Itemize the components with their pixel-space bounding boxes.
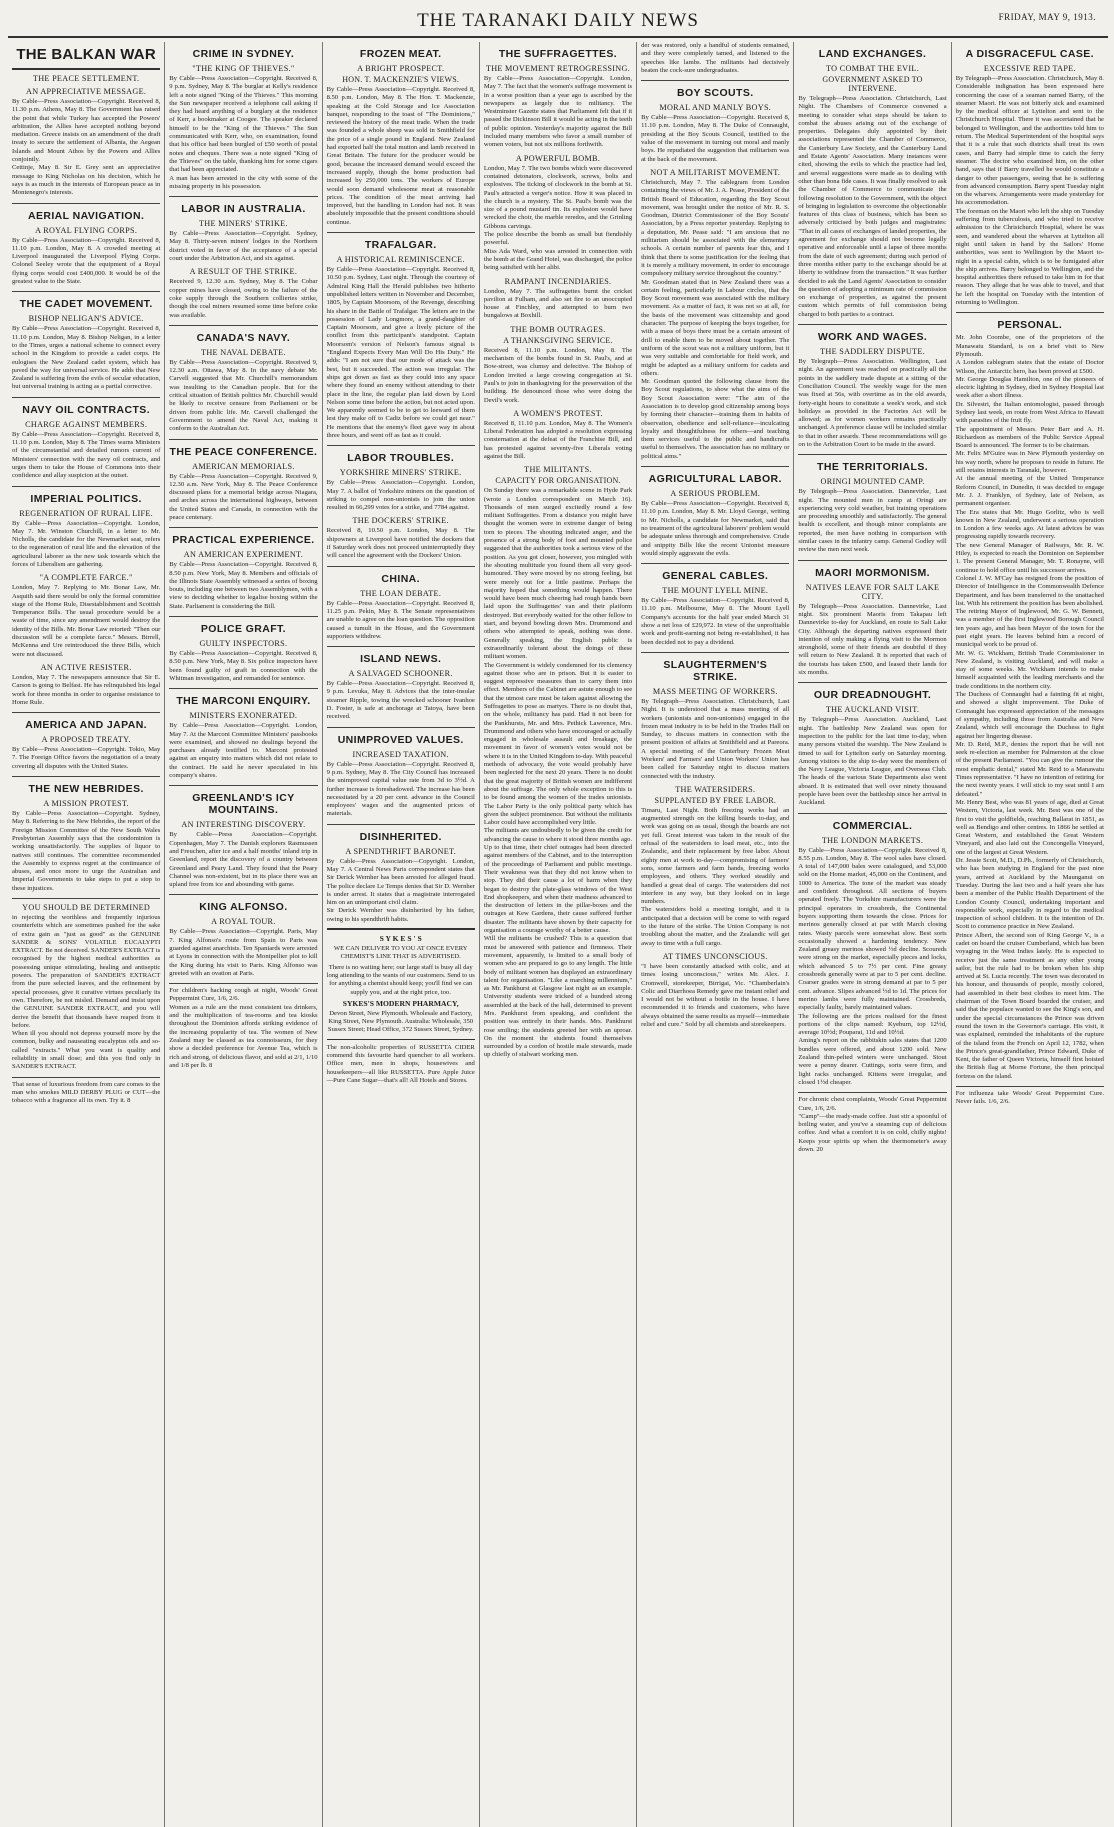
article-paragraph: Dr. Silvestri, the Italian entomologist, passed through Sydney last week, en route from West Africa to Hawaii with parasites of the fruit fly. xyxy=(955,400,1104,425)
section-headline: AERIAL NAVIGATION. xyxy=(27,209,145,222)
article-paragraph: Timaru, Last Night. Both freezing works had an augmented strength on the killing boards to-day, and work was going on as usual, though the boards are not yet full. Great interest was taken in the result of the refusal of the watersiders to load meat, etc., into the Zealandic, and their replacement by free labor. About eighty men at work to-day—compromising of farmers' sons, some farmers and farm hands, freezing works employees, and others. They worked steadily and handled a great deal of cargo. The watersiders did not interfere in any way, but they looked on in large numbers. xyxy=(641,806,790,906)
section-headline: NAVY OIL CONTRACTS. xyxy=(22,403,151,416)
article-paragraph: Mr. George Douglas Hamilton, one of the pioneers of electric lighting in Sydney, died in Sydney Hospital last week after a short illness. xyxy=(955,375,1104,400)
subheading: A BRIGHT PROSPECT. xyxy=(357,64,445,73)
subheading: THE BOMB OUTRAGES. xyxy=(510,324,606,334)
article-paragraph: By Cable—Press Association—Copyright. Received 8, 9 p.m. Levuka, May 8. Advices that the inter-insular steamer Ripple, towing the wrecked schooner Ivanhoe D. Foster, is safe at anchorage at Tatoya, have been received. xyxy=(326,680,475,721)
article-paragraph: By Telegraph—Press Association. Wellington, Last night. An agreement was reached on practically all the points in the saddlery trade dispute at a sitting of the Conciliation Council. The weekly wage for the men was fixed at 56s, with overtime as in the old awards, forty-eight hours to constitute a week's work, and sick holidays as provided in the Factories Act will be allowed; as for women workers remains practically unchanged. A preference clause will be included similar to that in other awards. These recommendations will go on to the Arbitration Court to be made in the award. xyxy=(798,358,947,448)
subheading: THE MILITANTS. xyxy=(524,465,592,475)
column-rule xyxy=(798,682,946,683)
subheading: A SERIOUS PROBLEM. xyxy=(670,489,761,499)
article-paragraph: On Sunday there was a remarkable scene in Hyde Park (wrote a London correspondent on March 16). Thousands of men surged excitedly round a few militant Suffragettes. From a distance you might have thought the women were in extreme danger of being torn to pieces. The shouting indicated anger, and the presence of a strong body of foot and mounted police suggested that the authorities took a serious view of the position. As you got closer, however, you mingled with the shouting multitude you found them all very good-humoured. They were moved by no strong feeling, but were merely out for a little pastime. Perhaps the majority hoped that something would happen. There would have been much cheering had rough hands been laid upon the Suffragettes' van and their platform destroyed. But everybody waited for the other fellow to start, and beyond bowling down Mrs. Drummond and others who attempted to speak, nothing was done. Generally speaking, the English public is extraordinarily tolerant about the doings of these militant women. xyxy=(483,487,633,661)
article-paragraph: The non-alcoholic properties of RUSSETTA CIDER commend this favourite hard quencher to all workers. Office men, men in shops, housewives and housekeepers—all like RUSSETTA. Pure Apple Juice—Pure Cane Sugar—that's all! All Hotels and Stores. xyxy=(326,1043,475,1084)
column-3 xyxy=(323,42,480,1827)
article-paragraph: Mr. John Coombe, one of the proprietors of the Manawatu Standard, is on a brief visit to New Plymouth. xyxy=(955,334,1104,358)
masthead xyxy=(8,0,1108,38)
subheading: A THANKSGIVING SERVICE. xyxy=(503,335,613,345)
article-paragraph: By Cable—Press Association—Copyright. Received 8, 11.10 p.m. London, May 8. A crowded meeting at Liverpool inaugurated the Liverpool Flying Corps. Colonel Seeley wrote that the equipment of a Royal flying corps would cost £400,000. It would be of the greatest value to the State. xyxy=(12,236,161,286)
subheading: HON. T. MACKENZIE'S VIEWS. xyxy=(342,75,460,84)
section-headline: CANADA'S NAVY. xyxy=(196,331,291,344)
subheading: NATIVES LEAVE FOR SALT LAKE CITY. xyxy=(805,582,940,601)
subheading: A PROPOSED TREATY. xyxy=(41,735,131,745)
column-rule xyxy=(798,560,946,561)
article-paragraph: By Cable—Press Association—Copyright. Received 9, 12.30 a.m. Ottawa, May 8. In the navy debate Mr. Carvell suggested that Mr. Churchill's memorandum was insulting to the Canadian people. But for the critical situation of British politics Mr. Churchill would be likely to receive censure from Parliament or be driven from public life. Mr. Carvell challenged the Government to amend the Naval Act, making it conform to the Australian Act. xyxy=(169,358,318,433)
subheading: AN INTERESTING DISCOVERY. xyxy=(181,820,306,830)
subheading: TO COMBAT THE EVIL. xyxy=(826,64,920,73)
article-paragraph: By Cable—Press Association—Copyright. Received 8, 8.50 p.m. London, May 8. The Hon. T. Mackenzie, speaking at the Cold Storage and Ice Association banquet, responding to the toast of "The Dominions," reviewed the history of the meat trade. When the trade was founded a whole sheep was sold in Smithfield for the price of a single pound in England. New Zealand had exported half the total mutton and lamb received in Great Britain. The future for the producer would be good, because the increased demand would exceed the increased supply, though the home production had increased by 250,000 tons. The workers of Europe would soon demand wholesome meat at reasonable prices. The condition of the meat arriving had improved, but the handling in London had not. It was absolutely impossible that the present conditions should continue. xyxy=(326,86,475,226)
newspaper-title: THE TARANAKI DAILY NEWS xyxy=(417,10,699,31)
column-4 xyxy=(480,42,637,1827)
subheading: A SALVAGED SCHOONER. xyxy=(348,669,453,679)
article-paragraph: London, May 7. The two bombs which were discovered contained detonators, clockwork, screws, bolts and explosives. The ticking of clockwork in the bomb at St. Paul's attracted a verger's notice. How it was placed in the church is a mystery. The St. Paul's bomb was the size of a pound mustard tin. Its explosion would have wrecked the choir, the marble reredos, and the Grinling Gibbons carvings. xyxy=(483,164,633,230)
section-headline: AGRICULTURAL LABOR. xyxy=(648,473,782,486)
section-headline: ISLAND NEWS. xyxy=(360,653,442,666)
subheading: AN APPRECIATIVE MESSAGE. xyxy=(26,87,147,96)
section-headline: THE PEACE CONFERENCE. xyxy=(169,445,318,458)
subheading: ORINGI MOUNTED CAMP. xyxy=(820,477,925,487)
article-paragraph: Women as a rule are the most consistent tea drinkers, and the multiplication of tea-rooms and tea kiosks throughout the Dominion affords striking evidence of the increasing popularity of tea. The women of New Zealand may be classed as tea connoisseurs, for they show a decided preference for Avenue Tea, which is rich and strong, of delicious flavor, and sold at 2/1, 1/10 and 1/8 per lb. 8 xyxy=(169,1003,318,1069)
subheading: THE PEACE SETTLEMENT. xyxy=(32,74,140,83)
article-paragraph: The retiring Mayor of Inglewood, Mr. G. W. Bennett, was a member of the first Inglewood Borough Council ten years ago, and has been Mayor of the town for the past eight years. He leaves behind him a record of municipal work to be proud of. xyxy=(955,608,1104,649)
article-paragraph: The Duchess of Connaught had a fainting fit at night, and showed a slight improvement. The Duke of Connaught has expressed appreciation of the messages of sympathy, including those from Australia and New Zealand, which will encourage the Duchess to fight against her lingering disease. xyxy=(955,691,1104,740)
subheading: YORKSHIRE MINERS' STRIKE. xyxy=(339,468,462,478)
subheading: SUPPLANTED BY FREE LABOR. xyxy=(654,795,777,805)
section-headline: UNIMPROVED VALUES. xyxy=(337,733,464,746)
column-rule xyxy=(169,196,317,197)
column-rule xyxy=(798,324,946,325)
article-paragraph: By Cable—Press Association—Copyright. Tokio, May 7. The Foreign Office favors the negotiation of a treaty covering all disputes with the United States. xyxy=(12,746,161,770)
article-paragraph: By Cable—Press Association—Copyright. Received 8, 11.10 p.m. London, May 8. Mr. Lloyd George, writing to Mr. Nicholls, a candidate for Newmarket, said that no treatment of the agricultural laborers' problem would be adequate unless thorough and comprehensive. Crude and snippity Bills like the recent Unionist measure would simply aggravate the evils. xyxy=(641,500,790,557)
article-paragraph: Sir Derick Wernher was disinherited by his father, owing to his spendthrift habits. xyxy=(326,907,475,923)
article-paragraph: By Telegraph—Press Association. Auckland, Last night. The battleship New Zealand was open for inspection to the public for the last time to-day, when many persons visited the warship. The New Zealand is timed to sail for Lyttelton early on Saturday morning. Among visitors to the ship to-day were the members of the Navy League, Victoria League, and Overseas Club. The heads of the various State Departments also went aboard. It is estimated that well over ninety thousand people have been over the battleship since her arrival in Auckland. xyxy=(798,716,947,807)
article-paragraph: Dr. Jessie Scott, M.D., D.Ph., formerly of Christchurch, who has been studying in England for the past nine years, arrived at Auckland by the Maunganui on Tuesday. During the last two and a half years she has been a member of the Public Health Department of the London County Council, undertaking important and responsible work, especially in regard to the medical inspection of school children. It is the intention of Dr. Scott to commence practice in New Zealand. xyxy=(955,857,1104,931)
article-paragraph: Aming's report on the rabbitskin sales states that 1200 bundles were offered, and about 1200 sold. New Zealand thin-pelted winters were unchanged. Stout were a penny dearer. Cuttings, sorts were firm, and light racks unchanged. Kittens were irregular, and closed 1½d cheaper. xyxy=(798,1037,947,1086)
column-7 xyxy=(952,42,1108,1827)
subheading: A POWERFUL BOMB. xyxy=(515,153,601,163)
column-rule xyxy=(169,439,317,440)
section-headline: IMPERIAL POLITICS. xyxy=(30,492,142,505)
column-rule xyxy=(641,466,789,467)
section-headline: THE TERRITORIALS. xyxy=(817,461,929,474)
article-paragraph: By Cable—Press Association—Copyright. Received 8, 11.10 p.m. London, May 8. The Duke of Connaught, presiding at the Boy Scouts Council, testified to the value of the movement in turning out moral and manly boys. He repudiated the suggestion that militarism was at the back of the movement. xyxy=(641,114,790,163)
column-rule xyxy=(956,1086,1104,1087)
column-rule xyxy=(169,785,317,786)
section-headline: MAORI MORMONISM. xyxy=(815,566,930,579)
subheading: MASS MEETING OF WORKERS. xyxy=(652,686,778,696)
subheading: REGENERATION OF RURAL LIFE. xyxy=(19,508,154,518)
section-headline: AMERICA AND JAPAN. xyxy=(25,719,147,732)
article-paragraph: The following are the prices realised for the finest portions of the clips named: Kyeburn, top 12½d, average 10½d; Pouparai, 11d and 10½d. xyxy=(798,1012,947,1037)
advert-heading: S Y K E S ' S xyxy=(379,934,422,944)
article-paragraph: Will the militants be crushed? This is a question that must be answered with patience and firmness. Their movement, apparently, is limited to a small body of women who are prepared to go to any length. The little body of militant women has displayed an extraordinary talent for organisation. "Like a marching millennium," as Mr. Pankhurst at Glasgow last night as an example. University students were tricked of a hundred strong assembled at the back of the hall, determined to prevent Mrs. Pankhurst from speaking, and confident the position was entirely in their hands. Mrs. Pankhurst rose smiling; the students greeted her with an uproar. On the moment the students found themselves surrounded by a cordon of hostile male stewards, made up chiefly of stalwart working men. xyxy=(483,935,633,1059)
advertisement-box xyxy=(327,928,475,1040)
article-paragraph: "Camp"—the ready-made coffee. Just stir a spoonful of boiling water, and you've a steaming cup of delicious coffee. And what a comfort it is on cold, chilly nights! Keeps your spirits up when the thermometer's away down. 20 xyxy=(798,1112,947,1153)
subheading: EXCESSIVE RED TAPE. xyxy=(983,64,1076,73)
subheading: THE MOVEMENT RETROGRESSING. xyxy=(485,64,631,73)
column-rule xyxy=(641,563,789,564)
section-headline: COMMERCIAL. xyxy=(832,819,913,832)
article-paragraph: Mr. Goodman stated that in New Zealand there was a certain feeling, particularly in Labour circles, that the Boy Scout movement was associated with the military movement. As a matter of fact, it was not so at all, for the basis of the movement was citizenship and good character. The purpose of keeping the boys together, for with a mass of boys there must be a certain amount of drill to enable them to be moved about together. The uniform of the scout was not a military uniform, but it was very suitable and comfortable for field work, and might be adapted as a military uniform for cadets and others. xyxy=(641,278,790,377)
section-headline: LABOR IN AUSTRALIA. xyxy=(181,203,306,216)
column-rule xyxy=(956,312,1104,313)
article-paragraph: By Cable—Press Association—Copyright. Sydney, May 8. Referring to the New Hebrides, the report of the Foreign Mission Committee of the New South Wales Presbyterian Assembly says that the condominion is working unsatisfactorily. The supplies of liquor to natives still continues. The committee recommended the Assembly to express regret at the continuance of abuses, and once more to urge the Australian and Imperial Governments to take steps to put a stop to these injustices. xyxy=(12,810,161,892)
article-paragraph: By Telegraph—Press Association. Dannevirke, Last night. The mounted men in camp at Oringi are experiencing very cold weather, but training operations are proceeding smoothly and satisfactorily. The general health is excellent, and though minor complaints are reported, the men have nothing in comparison with similar cases in the infantry camp. General Godley will review the men next week. xyxy=(798,488,947,554)
column-rule xyxy=(169,527,317,528)
column-rule xyxy=(641,80,789,81)
column-1 xyxy=(8,42,165,1827)
article-paragraph: The watersiders hold a meeting tonight, and it is anticipated that a decision will be come to with regard to the future of the strike. The Union Company is not troubling about the matter, and the Zealandic will get away to time with a full cargo. xyxy=(641,906,790,947)
section-headline: LABOR TROUBLES. xyxy=(347,452,455,465)
column-rule xyxy=(12,203,160,204)
section-headline: LAND EXCHANGES. xyxy=(818,48,927,60)
column-rule xyxy=(641,652,789,653)
article-paragraph: At the annual meeting of the United Temperance Reform Council, in Dunedin, it was decided to engage Mr. J. J. Franklyn, of Sydney, late of Nelson, as permanent organiser. xyxy=(955,475,1104,508)
subheading: AT TIMES UNCONSCIOUS. xyxy=(662,951,768,961)
article-paragraph: By Cable—Press Association—Copyright. Received 8, 10.50 p.m. Sydney, Last night. Through the courtesy of Admiral King Hall the Herald publishes two hitherto unpublished letters written in November and December, 1805, by Captain Moorsom, of the Revenge, describing his share in the Battle of Trafalgar. The letters are in the possession of Lady Longmore, a grand-daughter of Captain Moorsom, and give a lively picture of the conflict from this participant's standpoint. Captain Moorsom's version of Nelson's famous signal is "England Expects Every Man Will Do His Duty." He adds: "I am not sure that our mode of attack was the best, but it succeeded. The action was irregular. The ships got down as fast as they could into any space where they found an enemy without attending to their place in the line, the regular plan laid down by Lord Nelson some time before the action, but not acted upon. We apparently seemed to be to get to leeward of them lest they make off to Cadiz before we could get near." He mentions that the enemy's fleet gave way in about three hours, and went off as fast as it could. xyxy=(326,266,475,439)
article-paragraph: By Cable—Press Association—Copyright. Received 9, 12.30 a.m. New York, May 8. The Peace Conference discussed plans for a memorial bridge across Niagara, and arches across the international highways, between the United States and Canada, in connection with the peace centenary. xyxy=(169,472,318,521)
article-paragraph: For influenza take Woods' Great Peppermint Cure. Never fails. 1/6, 2/6. xyxy=(955,1090,1104,1106)
subheading: GOVERNMENT ASKED TO INTERVENE. xyxy=(822,75,923,93)
article-paragraph: Colonel J. W. M'Cay has resigned from the position of Director of Intelligence in the Commonwealth Defence Department, and has been transferred to the unattached list. With his retirement the position has been abolished. xyxy=(955,574,1104,607)
article-paragraph: The Government is widely condemned for its clemency against those who are in prison. But it is easier to suggest repressive measures than to carry them into effect. Members of the Cabinet are astute enough to see that the utmost care must be taken against allowing the Suffragettes to pose as martyrs. There is no doubt that, on the whole, militancy has paid. Had it not been for the Pankhursts, Mr. and Mrs. Pethick Lawrence, Mrs. Drummond and others who have encouraged or actually engaged in wholesale assault and breakage, the movement in favor of women's votes would not be where it is in the United Kingdom to-day. With peaceful methods of advocacy, the vote would probably have been neglected for the next 20 years. There is no doubt that the great majority of British women are indifferent about the suffrage. The only whole exception to this is to be found among the women of the trades unionists. The Labor Party is the only political party which has given the subject prominence. But without the militants Labor could have accomplished very little. xyxy=(483,661,633,827)
article-paragraph: By Cable—Press Association—Copyright. Received 8, 11.30 p.m. Athens, May 8. The Government has raised the point that while Turkey has accepted the Powers' arbitration, the Allies have accepted nothing beyond mediation. Greece insists on an amendment of the draft treaty to secure the settlement of Albania, the Aegean Islands and Mount Athos by the Powers and Allies conjointly. xyxy=(12,98,161,164)
article-paragraph: By Cable—Press Association—Copyright. Received 8, 11.25 p.m. Pekin, May 8. The Senate representatives are unable to agree on the loan question. The opposition caused a tumult in the House, and the Government supporters withdrew. xyxy=(326,599,475,640)
article-paragraph: London, May 7. Replying to Mr. Bonar Law, Mr. Asquith said there would be only the formal committee stage of the Home Rule, Disestablishment and Scottish Temperance Bills. The usual procedure would be a waste of time, since any amendment would destroy the identity of the Bills. Mr. Bonar Law retorted: "Then our discussion will be a complete farce." Messrs. Birrell, McKenna and Ure reintroduced the three Bills, which were not discussed. xyxy=(12,584,161,658)
article-paragraph: By Telegraph—Press Association. Christchurch, Last Night. The Chambers of Commerce convened a meeting to consider what steps should be taken to combat the abuses arising out of the exchange of properties. Delegates duly appointed by their associations represented the Chamber of Commerce, the Canterbury Law Society, and the Canterbury Land and Estate Agents' Association. Many instances were cited, showing the evils to which the practice had led, and several suggestions were made as to dealing with other than bona fide cases. It was finally resolved to ask the Chamber of Commerce to communicate the following resolution to the Government, with the object of bringing in legislation to overcome the objectionable features of this class of business, which has been so adversely criticised by both judges and magistrates: "That in all cases of exchanges of landed properties, the agreement for exchange should not become legally operative and enforceable until a lapse of three months from the date of such agreement; during such period of three months either party to the exchange should be at liberty to withdraw from the transaction." It was further decided to ask the Land Agents' Association to consider the question of adopting a minimum rate of commission on exchange of properties, as against the present custom which permits of full commission being charged to both parties to a contract. xyxy=(798,95,947,318)
column-5 xyxy=(637,42,794,1827)
section-headline: THE NEW HEBRIDES. xyxy=(28,783,144,796)
subheading: A ROYAL TOUR. xyxy=(211,917,276,927)
article-paragraph: Miss Ada Ward, who was arrested in connection with the bomb at the Grand Hotel, was discharged, the police being satisfied with her alibi. xyxy=(483,247,633,272)
section-headline: POLICE GRAFT. xyxy=(200,623,286,636)
subheading: CAPACITY FOR ORGANISATION. xyxy=(495,476,621,486)
subheading: INCREASED TAXATION. xyxy=(352,749,449,759)
column-rule xyxy=(169,894,317,895)
subheading: YOU SHOULD BE DETERMINED xyxy=(22,903,151,912)
columns-container xyxy=(8,42,1108,1827)
subheading: THE WATERSIDERS. xyxy=(675,784,756,794)
advert-text: Devon Street, New Plymouth. Wholesale and Factory, King Street, New Plymouth. Australia: Wholesale, 350 Sussex Street; Head Office, 372 Sussex Street, Sydney. xyxy=(327,1009,474,1034)
article-paragraph: That sense of luxurious freedom from care comes to the man who smokes MILD DERBY PLUG or CUT—the tobacco with a fragrance all its own. Try it. 8 xyxy=(12,1080,161,1105)
article-paragraph: By Cable—Press Association—Copyright. Copenhagen, May 7. The Danish explorers Rasmussen and Freuchen, after ice and a half months' inland trip in Greenland, report the discovery of a country between Greenland and Peary Land. They found that the Peary Channel was non-existent, but in its place there was an upland free from ice and abounding with game. xyxy=(169,831,318,889)
article-paragraph: The foreman on the Maori who left the ship on Tuesday suffering from tuberculosis, and who tried to receive admission to the Christchurch Hospital, where he was seen, and wandered about the wharves at Lyttelton all night until taken in hand by the Sailors' Home authorities, was sent to Wellington by the Maori to-night in a special cabin, which is to be fumigated after the ship arrives. Barry belonged to Wellington, and the hospital authorities there refused to take him in for that reason. They allege that he was able to travel, and that he left the hospital on Tuesday with the intention of returning to Wellington. xyxy=(955,207,1104,307)
section-headline: CRIME IN SYDNEY. xyxy=(192,48,295,60)
subheading: AN ACTIVE RESISTER. xyxy=(40,662,132,672)
article-paragraph: Mr. D. Reid, M.P., denies the report that he will not seek re-election as member for Palmerston at the close of the present Parliament. "You can give the rumour the most emphatic denial," stated Mr. Reid to a Manawatu Times representative. "I have no intention of retiring for the next twenty years. I will stick to my seat until I am defeated." xyxy=(955,740,1104,798)
article-paragraph: Received 8, 11.10 p.m. London, May 8. The mechanism of the bombs found in St. Paul's, and at Bow-street, was clumsy and defective. The Bishop of London invited a large crowing congregation at St. Paul's to join in thanksgiving for the preservation of the building. He denounced those who were doing the Devil's work. xyxy=(483,346,633,404)
section-headline: GREENLAND'S ICY MOUNTAINS. xyxy=(192,792,295,817)
section-headline: THE MARCONI ENQUIRY. xyxy=(176,695,311,708)
subheading: AN AMERICAN EXPERIMENT. xyxy=(183,550,304,560)
column-6 xyxy=(794,42,951,1827)
subheading: A HISTORICAL REMINISCENCE. xyxy=(336,255,465,265)
section-headline: THE SUFFRAGETTES. xyxy=(498,48,618,60)
column-rule xyxy=(12,712,160,713)
article-paragraph: By Cable—Press Association—Copyright. Received 8, 11.10 p.m. London, May 8. Bishop Neligan, in a letter to the Times, urges a national scheme to connect every school in the Kingdom to provide a cadet corps. He eulogises the New Zealand cadet system, which has paved the way for universal service. He adds that New Zealand is suffering from the evils of secular education, but universal training is acting as a partial corrective. xyxy=(12,325,161,391)
article-paragraph: By Telegraph—Press Association. Christchurch, Last Night. It is understood that a mass meeting of all workers (unionists and non-unionists) engaged in the frozen meat industry is to be held in the Trades Hall on Sunday, to discuss matters in connection with the present position of affairs at Smithfield and at Pareora. A special meeting of the Canterbury Frozen Meat Workers' and Farmers' and Union Workers' Union has been called for Saturday night to discuss matters connected with the industry. xyxy=(641,697,790,780)
article-paragraph: The appointment of Messrs. Peter Barr and A. H. Richardson as members of the Public Service Appeal Board is announced. The former is to be chairman. xyxy=(955,425,1104,450)
article-paragraph: The Era states that Mr. Hugo Gorlitz, who is well known in New Zealand, underwent a serious operation in London a few weeks ago. At latest advices he was progressing rapidly towards recovery. xyxy=(955,508,1104,541)
section-headline: PERSONAL. xyxy=(997,319,1063,332)
article-paragraph: When ill you should not depress yourself more by the common, bulky and nauseating eucalyptus oils and so-called "extracts." What you want is quality and reliability in small dose; and this you find only in SANDER'S EXTRACT. xyxy=(12,1030,161,1071)
section-headline: DISINHERITED. xyxy=(359,830,442,843)
section-headline: CHINA. xyxy=(381,572,420,585)
article-paragraph: Received 8, 10.50 p.m. London, May 8. The shipowners at Liverpool have notified the dockers that if Saturday work does not proceed uninterruptedly they will cancel the agreement with the Dockers' Union. xyxy=(326,527,475,560)
column-rule xyxy=(327,566,475,567)
article-paragraph: By Cable—Press Association—Copyright. Paris, May 7. King Alfonso's route from Spain to Paris was guarded against anarchists. Ten Spaniards were arrested at Lyons in connection with the Montpellier plot to kill the King during his visit to Paris. King Alfonso was greeted with an ovation at Paris. xyxy=(169,928,318,977)
column-rule xyxy=(12,1077,160,1078)
subheading: MORAL AND MANLY BOYS. xyxy=(659,103,772,113)
subheading: A SPENDTHRIFT BARONET. xyxy=(345,846,457,856)
article-paragraph: For children's hacking cough at night, Woods' Great Peppermint Cure, 1/6, 2/6. xyxy=(169,987,318,1003)
column-rule xyxy=(169,616,317,617)
column-rule xyxy=(12,898,160,899)
column-rule xyxy=(327,232,475,233)
article-paragraph: Mr. W. G. Wickham, British Trade Commissioner in New Zealand, is visiting Auckland, and will make a stay of some weeks. Mr. Wickham intends to make himself acquainted with the leading merchants and the trade conditions in the northern city. xyxy=(955,649,1104,690)
column-rule xyxy=(12,291,160,292)
column-rule xyxy=(798,454,946,455)
article-paragraph: By Cable—Press Association—Copyright. London, May 7. At the Marconi Committee Ministers' passbooks were examined, and showed no dealings beyond the purchases already testified to. Marconi protested against an enquiry into matters which did not relate to the contract. He said he never speculated in his company's shares. xyxy=(169,722,318,780)
article-paragraph: By Cable—Press Association—Copyright. Received 8, 8.50 p.m. New York, May 8. Six police inspectors have been found guilty of graft in connection with the Whitman investigation, and remanded for sentence. xyxy=(169,650,318,682)
article-paragraph: By Cable—Press Association—Copyright. Received 8, 8.50 p.m. New York, May 8. Members and officials of the Illinois State Assembly witnessed a series of boxing bouts, including one between two Assemblymen, with a view to deciding whether to legalise boxing within the State. Parliament is considering the Bill. xyxy=(169,561,318,610)
column-rule xyxy=(327,445,475,446)
article-paragraph: Christchurch, May 7. The cablegram from London containing the views of Mr. J. A. Pease, President of the British Board of Education, regarding the Boy Scout movement, was brought under the notice of Mr. R. S. Goodman, District Commissioner of the Boy Scouts' Association, by a Press reporter yesterday. Replying to a deputation, Mr. Pease said: "I am anxious that no militarism should be associated with the elementary schools. A certain number of parents fear this, and I think that there is some justification for the feeling that it is merely a military movement, in order to encourage compulsory military service throughout the country." xyxy=(641,178,790,278)
subheading: THE AUCKLAND VISIT. xyxy=(825,705,920,715)
article-paragraph: By Cable—Press Association—Copyright. London, May 7. A ballot of Yorkshire miners on the question of striking to compel non-unionists to join the union resulted in 66,299 votes for a strike, and 7784 against. xyxy=(326,479,475,512)
subheading: RAMPANT INCENDIARIES. xyxy=(504,276,612,286)
article-paragraph: By Cable—Press Association—Copyright. Received 8, 8.55 p.m. London, May 8. The wool sales have closed. A total of 147,000 bales were catalogued, and 53,000 sold on the Home market, 45,000 on the Continent, and 1000 to America. The tone of the market was steady and confident throughout. All sections of buyers operated freely. The Yorkshire manufacturers were the principal operators in crossbreds, the Continental buyers supporting them towards the close. Prices for merinos generally closed at par with March closing rates. Wasty parcels were somewhat slow. Best sorts occasionally showed a hardening tendency. New Zealand greasy merinos showed ½d decline. Scoureds were strong on the market, especially pieces and locks, which advanced 5 to 7½ per cent. Fine greasy crossbreds generally were at par to 5 per cent. decline. Coarser grades were in strong demand at par to 5 per cent. advance. Slipes advanced ½d to 1d. The prices for merino lambs were fully maintained. Crossbreds, especially faulty, barely maintained values. xyxy=(798,846,947,1012)
subheading: A MISSION PROTEST. xyxy=(43,799,129,809)
article-paragraph: By Cable—Press Association—Copyright. Received 8, 11.10 p.m. Melbourne, May 8. The Mount Lyell Company's accounts for the half year ended March 31 show a net loss of £29,972. In view of the unprofitable work and profit-earning not being re-established, it has been decided not to pay a dividend. xyxy=(641,597,790,646)
article-paragraph: The new General Manager of Railways, Mr. R. W. Hiley, is expected to reach the Dominion on September 1. The present General Manager, Mr. T. Ronayne, will continue to hold office until his successor arrives. xyxy=(955,541,1104,574)
section-headline: BOY SCOUTS. xyxy=(676,87,754,100)
article-paragraph: Received 9, 12.30 a.m. Sydney, May 8. The Cobar copper mines have closed, owing to the failure of the coke supply through the Southern collieries strike, though the coal miners resumed some time before coke was available. xyxy=(169,278,318,319)
subheading: NOT A MILITARIST MOVEMENT. xyxy=(650,167,781,177)
subheading: "A COMPLETE FARCE." xyxy=(39,573,133,583)
section-headline: FROZEN MEAT. xyxy=(359,48,442,60)
subheading: A WOMEN'S PROTEST. xyxy=(513,408,603,418)
section-headline: WORK AND WAGES. xyxy=(817,331,928,344)
section-headline: THE BALKAN WAR xyxy=(16,46,156,63)
article-paragraph: The police describe the bomb as small but fiendishly powerful. xyxy=(483,231,633,247)
column-rule xyxy=(327,727,475,728)
subheading: A ROYAL FLYING CORPS. xyxy=(35,225,138,235)
column-rule xyxy=(12,397,160,398)
article-paragraph: Mr. Felix M'Guire was in New Plymouth yesterday on his way north, where he proposes to reside in future. He still retains interests in Taranaki, however. xyxy=(955,450,1104,475)
article-paragraph: By Cable—Press Association—Copyright. Received 8, 11.10 p.m. London, May 8. The Times warns Ministers of the circumstantial and detailed rumors current of Ministers' connection with the navy oil contracts, and urges them to take the House of Commons into their confidence and allay suspicion at the outset. xyxy=(12,430,161,480)
advert-text: WE CAN DELIVER TO YOU AT ONCE EVERY CHEMIST'S LINE THAT IS ADVERTISED. xyxy=(333,945,468,961)
article-paragraph: London, May 7. The newspapers announce that Sir E. Carson is going to Belfast. He has relinquished his legal work for three months in order to organise resistance to Home Rule. xyxy=(12,673,161,706)
subheading: THE MINERS' STRIKE. xyxy=(199,219,288,229)
column-rule xyxy=(169,688,317,689)
article-paragraph: By Cable—Press Association—Copyright. London, May 7. The fact that the women's suffrage movement is in a worse position than a year ago is ascribed by the newspapers as largely due to militancy. The Westminster Gazette states that Parliament felt that if it passed the Dickinson Bill it would be acting in the teeth of public opinion. Yesterday's majority against the Bill included many members who favor a small number of women voters, but not six millions forthwith. xyxy=(483,75,633,149)
advert-text: There is no waiting here; our large staff is busy all day long attending to the wants of our customers. Send to us for anything a chemist should keep; you'll find we can supply you, and at the right price, too. xyxy=(326,963,475,996)
subheading: A RESULT OF THE STRIKE. xyxy=(189,267,298,277)
article-paragraph: By Cable—Press Association—Copyright. London, May 7. A Central News Paris correspondent states that Sir Derick Wernher has been arrested for alleged fraud. The police declare Le Temps denies that Sir D. Wernher is under arrest. It states that a magistrate interrogated him on an unimportant civil claim. xyxy=(326,857,475,907)
subheading: THE LOAN DEBATE. xyxy=(360,588,442,598)
column-rule xyxy=(798,813,946,814)
article-paragraph: A man has been arrested in the city with some of the missing property in his possession. xyxy=(169,174,318,190)
article-paragraph: "I have been constantly attacked with colic, and at times losing unconscious," writes Mr. Alex. J. Cromwell, storekeeper, Birrigai, Vic. "Chamberlain's Colic and Diarrhoea Remedy gave me instant relief and I would not be without a bottle in the house. I have recommended it to friends and customers, who have always obtained the same results as myself—immediate relief and cure." Sold by all chemists and storekeepers. xyxy=(641,962,790,1029)
article-paragraph: Received 8, 11.10 p.m. London, May 8. The Women's Liberal Federation has adopted a resolution expressing consternation at the defeat of the Franchise Bill, and has protested against seventy-five Liberals voting against the Bill. xyxy=(483,419,633,460)
column-rule xyxy=(798,1092,946,1093)
article-paragraph: der was restored, only a handful of students remained, and they were completely tamed, and listened to the speeches like lambs. The militants had decisively beaten the cock-sure undergraduates. xyxy=(641,42,790,74)
section-headline: GENERAL CABLES. xyxy=(662,570,769,583)
column-rule xyxy=(327,824,475,825)
issue-date: FRIDAY, MAY 9, 1913. xyxy=(998,12,1096,22)
column-rule xyxy=(12,486,160,487)
subheading: THE NAVAL DEBATE. xyxy=(201,347,286,357)
section-headline: THE CADET MOVEMENT. xyxy=(19,298,153,311)
section-headline: KING ALFONSO. xyxy=(199,901,288,914)
subheading: AMERICAN MEMORIALS. xyxy=(192,461,295,471)
column-rule xyxy=(12,68,160,70)
article-paragraph: London, May 7. The suffragettes burnt the cricket pavilion at Fulham, and also set fire to an unoccupied house at Finchley, and attempted to burn two bungalows at Boxhill. xyxy=(483,287,633,320)
subheading: CHARGE AGAINST MEMBERS. xyxy=(25,419,148,429)
article-paragraph: By Cable—Press Association—Copyright. Received 8, 9 p.m. Sydney, May 8. The burglar at Kelly's residence left a note signed "King of the Thieves." This morning the Sun newspaper received a telephone call asking if they had heard anything of a burglary at the residence of Kerr, a bookmaker at Coogee. The speaker declared himself to be the "King of the Thieves." The Sun communicated with Kerr, who, on examination, found that his office had been burgled of £50 worth of postal notes and cheques. There was a note signed "King of the Thieves" on the table, thanking him for some cigars that had been appreciated. xyxy=(169,75,318,174)
subheading: THE SADDLERY DISPUTE. xyxy=(820,347,926,357)
column-rule xyxy=(327,646,475,647)
article-paragraph: By Telegraph—Press Association. Christchurch, May 8. Considerable indignation has been expressed here concerning the case of a seaman named Barry, of the steamer Maori. He was not bitterly sick and examined by the medical officer at Lyttelton and sent to the Christchurch Hospital. There it was ascertained that he belonged to Wellington, and the authorities told him to return. The Medical Superintendent of the hospital says that it is a rule that such districts shall treat its own cases, and Barry had simple time to catch the ferry steamer. The doctor who examined him, on the other hand, says that if Barry travelled he would constitute a danger to other passengers, seeing that he is suffering from advanced consumption. Barry spent Tuesday night on the wharves. Arrangements were made yesterday for his accommodation. xyxy=(955,75,1104,207)
article-paragraph: By Telegraph—Press Association. Dannevirke, Last night. Six prominent Maoris from Takapau left Dannevirke to-day for Auckland, en route to Salt Lake City. Although the departing natives expressed their intention of only making a flying visit to the Mormon stronghold, some of their friends are doubtful if they will return to New Zealand. It is reported that each of the tourists has taken £500, and leased their lands for six months. xyxy=(798,602,947,677)
section-headline: SLAUGHTERMEN'S STRIKE. xyxy=(663,658,768,683)
column-rule xyxy=(169,983,317,984)
column-2 xyxy=(165,42,322,1827)
subheading: THE DOCKERS' STRIKE. xyxy=(352,516,449,526)
article-paragraph: Cettinje, May 8. Sir E. Grey sent an appreciative message to King Nicholas on his decision, which he says is as much in the interests of European peace as in Montenegro's interests. xyxy=(12,164,161,197)
subheading: THE MOUNT LYELL MINE. xyxy=(662,586,769,596)
subheading: THE LONDON MARKETS. xyxy=(821,835,924,845)
article-paragraph: in rejecting the worthless and frequently injurious counterfeits which are sometimes pushed for the sake of extra gain as "just as good" as the GENUINE SANDER & SONS' VOLATILE EUCALYPTI EXTRACT. Be not deceived. SANDER'S EXTRACT is recognised by the highest medical authorities as possessing unique stimulating, healing and antiseptic powers. The preparation of SANDER'S EXTRACT from the pure selected leaves, and the refinement by special processes, give it curative virtues peculiarly its own. Therefore, be not misled. Demand and insist upon the GENUINE SANDER EXTRACT, and you will derive the benefit that thousands have reaped from it before. xyxy=(12,914,161,1029)
section-headline: TRAFALGAR. xyxy=(364,239,437,252)
article-paragraph: For chronic chest complaints, Woods' Great Peppermint Cure, 1/6, 2/6. xyxy=(798,1096,947,1112)
subheading: BISHOP NELIGAN'S ADVICE. xyxy=(28,314,144,324)
subheading: MINISTERS EXONERATED. xyxy=(189,711,298,721)
column-rule xyxy=(12,776,160,777)
article-paragraph: By Cable—Press Association—Copyright. Received 8, 9 p.m. Sydney, May 8. The City Council has increased the unimproved capital value rate from 3d to 3½d. A further increase is foreshadowed. The increase has been necessitated by a 20 per cent. advance in the Council employees' wages and the augmented prices of materials. xyxy=(326,760,475,818)
article-paragraph: By Cable—Press Association—Copyright. London, May 7. Mr. Winston Churchill, in a letter to Mr. Nicholls, the candidate for the Newmarket seat, refers to the regeneration of rural life and the elevation of the agricultural laborer as the new task towards which the forces of Liberalism are gathering. xyxy=(12,519,161,568)
advert-heading: SYKES'S MODERN PHARMACY, xyxy=(342,998,459,1008)
article-paragraph: By Cable—Press Association—Copyright. Sydney, May 8. Thirty-seven miners' lodges in the Northern district voted in favor of the acceptance of a special court under the Arbitration Act, and six against. xyxy=(169,230,318,263)
article-paragraph: Prince Albert, the second son of King George V., is a cadet on board the cruiser Cumberland, which has been voyaging in the West Indies lately. He is expected to receive just the same treatment as any other young sailor, but the rule had to be broken when his ship arrived at St. Lucia recently. The town was decorated in his honour, and thousands of people, mostly colored, had assembled in their best clothes to meet him. The chairman of the Town Board boarded the cruiser, and said that the populace wanted to see the King's son, and under the special circumstances the Prince was driven round the town in the Governor's carriage. His visit, it was explained, reminded the inhabitants of the rupture of the island from the French on April 12, 1782, when the Prince's great-grandfather, Prince Edward, Duke of Kent, the father of Queen Victoria, himself first hoisted the British flag at Morne Fortune, the then principal fortress on the island. xyxy=(955,931,1104,1080)
subheading: "THE KING OF THIEVES." xyxy=(192,64,295,73)
section-headline: A DISGRACEFUL CASE. xyxy=(965,48,1095,60)
subheading: GUILTY INSPECTORS. xyxy=(199,639,288,649)
article-paragraph: Mr. Goodman quoted the following clause from the Boy Scout regulations, to show what the aims of the Boy Scout Association were: "The aim of the Association is to develop good citizenship among boys by forming their character—training them in habits of observation, obedience and self-reliance—inculcating loyalty and thoughtfulness for others—and teaching them services useful to the public and handicrafts useful to themselves. The association has no military or political aims." xyxy=(641,378,790,460)
article-paragraph: The militants are undoubtedly to be given the credit for advancing the cause to where it stood three months ago. Up to that time, their chief outrages had been directed against members of the Cabinet, and to the interruption of the proceedings of Parliament and public meetings. Their weakness was that they did not know when to stop. They did their cause a lot of harm when they began to destroy the plate-glass windows of the West End shopkeepers, and when their madness advanced to the destruction of letters in the pillar-boxes and the outrages at Kew Gardens, their cause suffered further disaster. The militants have shown by their capacity for organisation a courage worthy of a better cause. xyxy=(483,827,633,935)
section-headline: OUR DREADNOUGHT. xyxy=(813,689,932,702)
article-paragraph: Mr. Henry Best, who was 81 years of age, died at Great Western, Victoria, last week. Mr. Best was one of the first to visit the goldfields, reaching Ballarat in 1851, as well as Bendigo and other centres. In 1866 he settled at Great Western, and established the Great Western Vineyard, and also laid out the Concongella Vineyard, one of the largest at Great Western. xyxy=(955,798,1104,856)
article-paragraph: A London cablegram states that the estate of Doctor Wilson, the Antarctic hero, has been proved at £500. xyxy=(955,359,1104,375)
column-rule xyxy=(169,325,317,326)
section-headline: PRACTICAL EXPERIENCE. xyxy=(172,534,315,547)
